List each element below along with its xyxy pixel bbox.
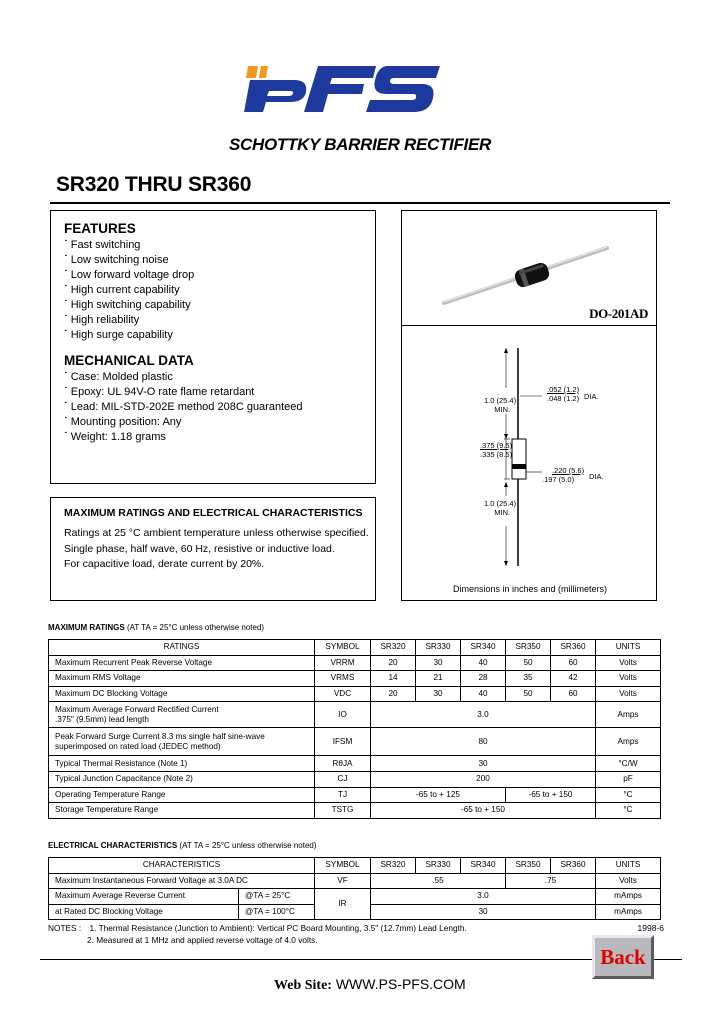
mechanical-list <box>64 370 375 445</box>
lead-diameter: .052 (1.2) .048 (1.2) <box>547 385 580 403</box>
column-header: CHARACTERISTICS <box>49 858 315 874</box>
feature-item: ˙ Low forward voltage drop <box>64 268 375 283</box>
feature-item: ˙ Fast switching <box>64 238 375 253</box>
electrical-table-caption: ELECTRICAL CHARACTERISTICS (AT TA = 25°C unless otherwise noted) <box>48 841 317 850</box>
table-header-row <box>49 640 661 656</box>
dimensions-caption: Dimensions in inches and (millimeters) <box>452 584 608 594</box>
table-row: Operating Temperature Range TJ -65 to + 125 -65 to + 150 °C <box>49 787 661 803</box>
table-row: Maximum RMS Voltage VRMS 14 21 28 35 42 Volts <box>49 671 661 687</box>
website-label: Web Site: <box>274 978 332 993</box>
package-label: DO-201AD <box>589 306 648 321</box>
title-divider <box>50 202 670 204</box>
lead-length-top: 1.0 (25.4) MIN. <box>484 396 517 414</box>
ratings-notice-heading: MAXIMUM RATINGS AND ELECTRICAL CHARACTERISTICS <box>64 507 363 519</box>
column-header: SR360 <box>551 858 596 874</box>
table-header-row <box>49 858 661 874</box>
mechanical-item: ˙ Lead: MIL-STD-202E method 208C guaranteed <box>64 400 375 415</box>
column-header: SR330 <box>416 858 461 874</box>
column-header: SR350 <box>506 858 551 874</box>
website-line <box>274 976 466 994</box>
table-row: Storage Temperature Range TSTG -65 to + 150 °C <box>49 803 661 819</box>
mechanical-heading: MECHANICAL DATA <box>64 353 194 368</box>
body-diameter: .220 (5.6) .197 (5.0) <box>542 466 585 484</box>
notes <box>48 922 663 946</box>
ratings-notice-line: Ratings at 25 °C ambient temperature unless otherwise specified. <box>64 527 369 539</box>
document-subtitle: SCHOTTKY BARRIER RECTIFIER <box>228 135 491 154</box>
ratings-table <box>48 639 661 819</box>
back-button[interactable]: Back <box>592 935 654 979</box>
feature-item: ˙ High current capability <box>64 283 375 298</box>
table-row: Maximum Average Reverse Current @TA = 25°C IR 3.0 mAmps <box>49 889 661 905</box>
body-diameter-unit: DIA. <box>589 472 604 481</box>
column-header: SR340 <box>461 858 506 874</box>
column-header: SYMBOL <box>315 640 371 656</box>
column-header: SR330 <box>416 640 461 656</box>
column-header: SR350 <box>506 640 551 656</box>
column-header: SYMBOL <box>315 858 371 874</box>
footer-divider <box>40 959 682 960</box>
logo-letters <box>244 66 440 112</box>
website-link[interactable]: WWW.PS-PFS.COM <box>335 976 466 992</box>
logo-accent-bars <box>246 66 268 78</box>
note-item: 1. Thermal Resistance (Junction to Ambient): Vertical PC Board Mounting, 3.5" (12.7mm) Lead Length. <box>89 923 467 933</box>
table-row: Typical Thermal Resistance (Note 1) RθJA 30 °C/W <box>49 756 661 772</box>
column-header: UNITS <box>596 640 661 656</box>
table-row: Maximum Recurrent Peak Reverse Voltage VRRM 20 30 40 50 60 Volts <box>49 655 661 671</box>
dimensions-panel <box>401 326 657 601</box>
mechanical-item: ˙ Weight: 1.18 grams <box>64 430 375 445</box>
back-button-wrapper[interactable] <box>592 935 654 979</box>
mechanical-item: ˙ Mounting position: Any <box>64 415 375 430</box>
column-header: SR320 <box>371 858 416 874</box>
features-heading: FEATURES <box>64 221 136 236</box>
feature-item: ˙ High switching capability <box>64 298 375 313</box>
table-row: Typical Junction Capacitance (Note 2) CJ 200 pF <box>49 771 661 787</box>
notes-label: NOTES : <box>48 923 82 933</box>
table-row: at Rated DC Blocking Voltage @TA = 100°C 30 mAmps <box>49 904 661 920</box>
column-header: SR320 <box>371 640 416 656</box>
body-length: .375 (9.5) .335 (8.5) <box>480 441 513 459</box>
surge-current-label: Peak Forward Surge Current 8.3 ms single half sine-wave superimposed on rated load (JEDEC method) <box>49 728 315 756</box>
features-panel <box>50 210 376 484</box>
table-row: Maximum Instantaneous Forward Voltage at 3.0A DC VF .55 .75 Volts <box>49 873 661 889</box>
ratings-notice-line: Single phase, half wave, 60 Hz, resistive or inductive load. <box>64 542 335 555</box>
electrical-table <box>48 857 661 920</box>
feature-item: ˙ High surge capability <box>64 328 375 343</box>
column-header: UNITS <box>596 858 661 874</box>
column-header: SR360 <box>551 640 596 656</box>
note-item: 2. Measured at 1 MHz and applied reverse voltage of 4.0 volts. <box>87 935 318 945</box>
table-row: Maximum DC Blocking Voltage VDC 20 30 40 50 60 Volts <box>49 686 661 702</box>
ratings-table-caption: MAXIMUM RATINGS (AT TA = 25°C unless otherwise noted) <box>48 623 265 632</box>
mechanical-item: ˙ Case: Molded plastic <box>64 370 375 385</box>
lead-length-bottom: 1.0 (25.4) MIN. <box>484 499 517 517</box>
feature-item: ˙ Low switching noise <box>64 253 375 268</box>
features-list <box>64 238 375 343</box>
mechanical-item: ˙ Epoxy: UL 94V-O rate flame retardant <box>64 385 375 400</box>
revision-date: 1998-6 <box>637 923 664 933</box>
table-row: Peak Forward Surge Current 8.3 ms single half sine-wave superimposed on rated load (JEDEC method) IFSM 80 Amps <box>49 728 661 756</box>
ratings-notice-line: For capacitive load, derate current by 20%. <box>64 558 265 570</box>
lead-diameter-unit: DIA. <box>584 392 599 401</box>
column-header: SR340 <box>461 640 506 656</box>
pfs-logo <box>236 58 441 114</box>
package-image-panel <box>401 210 657 326</box>
ratings-notice-panel <box>50 497 376 601</box>
avg-forward-current-label: Maximum Average Forward Rectified Current .375" (9.5mm) lead length <box>49 702 315 728</box>
dimension-drawing <box>402 326 656 581</box>
feature-item: ˙ High reliability <box>64 313 375 328</box>
document-title: SR320 THRU SR360 <box>56 173 252 196</box>
table-row: Maximum Average Forward Rectified Current .375" (9.5mm) lead length IO 3.0 Amps <box>49 702 661 728</box>
column-header: RATINGS <box>49 640 315 656</box>
